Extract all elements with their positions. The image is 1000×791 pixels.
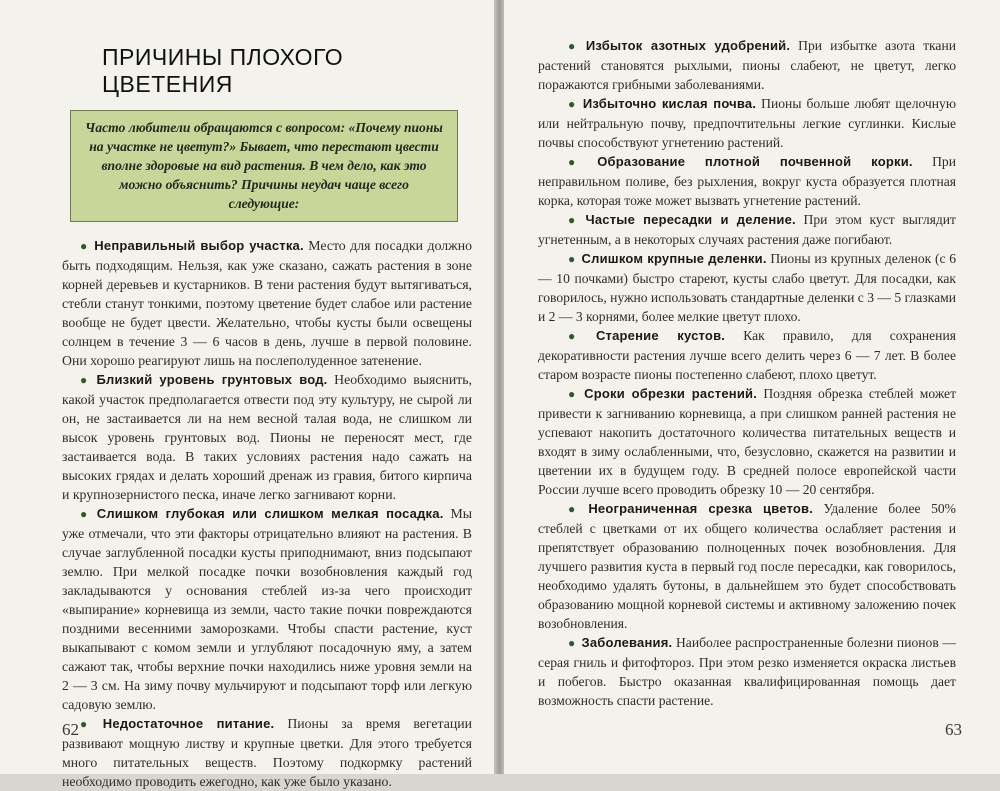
list-item [62, 370, 472, 504]
intro-box: Часто любители обращаются с вопросом: «Почему пионы на участке не цветут?» Бывает, что перестают цвести вполне здоровые на вид растения. В чем дело, как это можно объяснить? Причины неудач чаще всего следующие: [70, 110, 458, 222]
item-text: При избытке азота ткани растений становятся рыхлыми, пионы слабеют, не цветут, легко поражаются грибными заболеваниями. [538, 38, 957, 92]
list-item [538, 36, 956, 94]
item-text: Необходимо выяснить, какой участок предполагается отвести под эту культуру, не сырой ли он, не застаивается ли на нем весной талая вода, не слишком ли высок уровень грунтовых вод. Пионы не переносят мест, где застаивается вода. В таких условиях растения надо сажать на высоких грядах и делать хороший дренаж из гравия, битого кирпича и крупнозернистого песка, иначе легко загнивают корни. [62, 372, 472, 502]
item-heading: Образование плотной почвенной корки. [597, 154, 913, 169]
bullet-icon: ● [568, 213, 580, 227]
left-page [0, 0, 496, 789]
list-item [62, 714, 472, 791]
list-item [538, 94, 956, 152]
bullet-icon: ● [568, 329, 590, 343]
item-text: Наиболее распространенные болезни пионов — серая гниль и фитофтороз. При этом резко изменяется окраска листьев и побегов. Быстро оказанная квалифицированная помощь дает возможность спасти растение. [538, 635, 957, 708]
bullet-icon: ● [568, 502, 583, 516]
item-heading: Близкий уровень грунтовых вод. [96, 372, 328, 387]
item-text: Удаление более 50% стеблей с цветками от их общего количества ослабляет растения и препятствует образованию полноценных почек возобновления. Для лучшего развития куста в первый год после пересадки, как говорилось, необходимо удалять бутоны, в дальнейшем это будет способствовать образованию мощной корневой системы и активному заложению почек возобновления. [538, 501, 956, 631]
list-item [62, 236, 472, 370]
item-text: Как правило, для сохранения декоративности растения лучше всего делить через 6 — 7 лет. В более старом возрасте пионы постепенно слабеют, плохо цветут. [538, 328, 956, 382]
item-text: Поздняя обрезка стеблей может привести к загниванию корневища, а при слишком ранней растения не успевают накопить достаточного количества питательных веществ и входят в зиму ослабленными, что, безусловно, скажется на развитии и цветении их в будущем году. В средней полосе европейской части России лучше всего проводить обрезку 10 — 20 сентября. [538, 386, 957, 497]
bullet-icon: ● [80, 239, 89, 253]
item-text: Мы уже отмечали, что эти факторы отрицательно влияют на растения. В случае заглубленной посадки кусты приподнимают, вниз подсыпают землю. При мелкой посадке почки возобновления каждый год закладываются у основания стеблей из-за чего происходит «выпирание» корневища из земли, часто такие почки повреждаются поздними весенними заморозками. Чтобы спасти растение, куст выкапывают с комом земли и углубляют посадочную яму, а затем сажают так, чтобы верхние почки находились ниже уровня земли на 2 — 3 см. На зиму почву мульчируют и подсыпают торф или легкую садовую землю. [62, 506, 472, 712]
list-item [538, 384, 956, 499]
item-heading: Слишком глубокая или слишком мелкая посадка. [96, 506, 444, 521]
list-item [538, 633, 956, 710]
item-heading: Неограниченная срезка цветов. [588, 501, 814, 516]
bullet-icon: ● [568, 155, 592, 169]
bullet-icon: ● [568, 387, 579, 401]
item-heading: Старение кустов. [595, 328, 726, 343]
list-item [538, 210, 956, 249]
item-heading: Заболевания. [581, 635, 673, 650]
list-item [538, 499, 956, 633]
list-item [538, 249, 956, 326]
bullet-icon: ● [80, 717, 97, 731]
item-text: Место для посадки должно быть подходящим. Нельзя, как уже сказано, сажать растения в зоне корней деревьев и кустарников. В тени растения будут вытягиваться, стебли станут тонкими, поэтому цветение будет слабое или растение вообще не будет цвести. Желательно, чтобы кусты были освещены солнцем в течение 3 — 6 часов в день, лучше в первой половине. Они хорошо реагируют лишь на послеполуденное затенение. [62, 238, 472, 368]
list-item [538, 326, 956, 384]
list-item [538, 152, 956, 210]
bullet-icon: ● [80, 373, 91, 387]
item-text: При неправильном поливе, без рыхления, вокруг куста образуется плотная корка, которая тоже может вызвать угнетение растений. [538, 154, 956, 208]
page-number: 63 [945, 720, 962, 739]
item-text: При этом куст выглядит угнетенным, а в некоторых случаях растения даже погибают. [538, 212, 956, 247]
item-heading: Избыточно кислая почва. [582, 96, 757, 111]
bullet-icon: ● [568, 39, 580, 53]
item-text: Пионы за время вегетации развивают мощную листву и крупные цветки. Для этого требуется много питательных веществ. Поэтому подкормку растений необходимо проводить ежегодно, как уже было указано. [62, 716, 472, 789]
item-text: Пионы больше любят щелочную или нейтральную почву, предпочтительны легкие суглинки. Кислые почвы способствуют угнетению растений. [538, 96, 956, 150]
item-heading: Частые пересадки и деление. [585, 212, 796, 227]
bullet-icon: ● [568, 636, 576, 650]
item-heading: Слишком крупные деленки. [581, 251, 767, 266]
right-page [504, 0, 1000, 774]
page-title: ПРИЧИНЫ ПЛОХОГО ЦВЕТЕНИЯ [102, 44, 344, 97]
bullet-icon: ● [80, 507, 91, 521]
bullet-icon: ● [568, 252, 576, 266]
item-heading: Недостаточное питание. [102, 716, 275, 731]
item-heading: Избыток азотных удобрений. [585, 38, 791, 53]
item-text: Пионы из крупных деленок (с 6 — 10 почками) быстро стареют, кусты слабо цветут. Для посадки, как говорилось, нужно использовать стандартные деленки с 3 — 5 глазками и 2 — 3 корнями, более мелкие цветут плохо. [538, 251, 957, 324]
list-item [62, 504, 472, 714]
item-heading: Сроки обрезки растений. [584, 386, 758, 401]
page-number: 62 [62, 720, 79, 739]
bullet-icon: ● [568, 97, 577, 111]
item-heading: Неправильный выбор участка. [94, 238, 304, 253]
